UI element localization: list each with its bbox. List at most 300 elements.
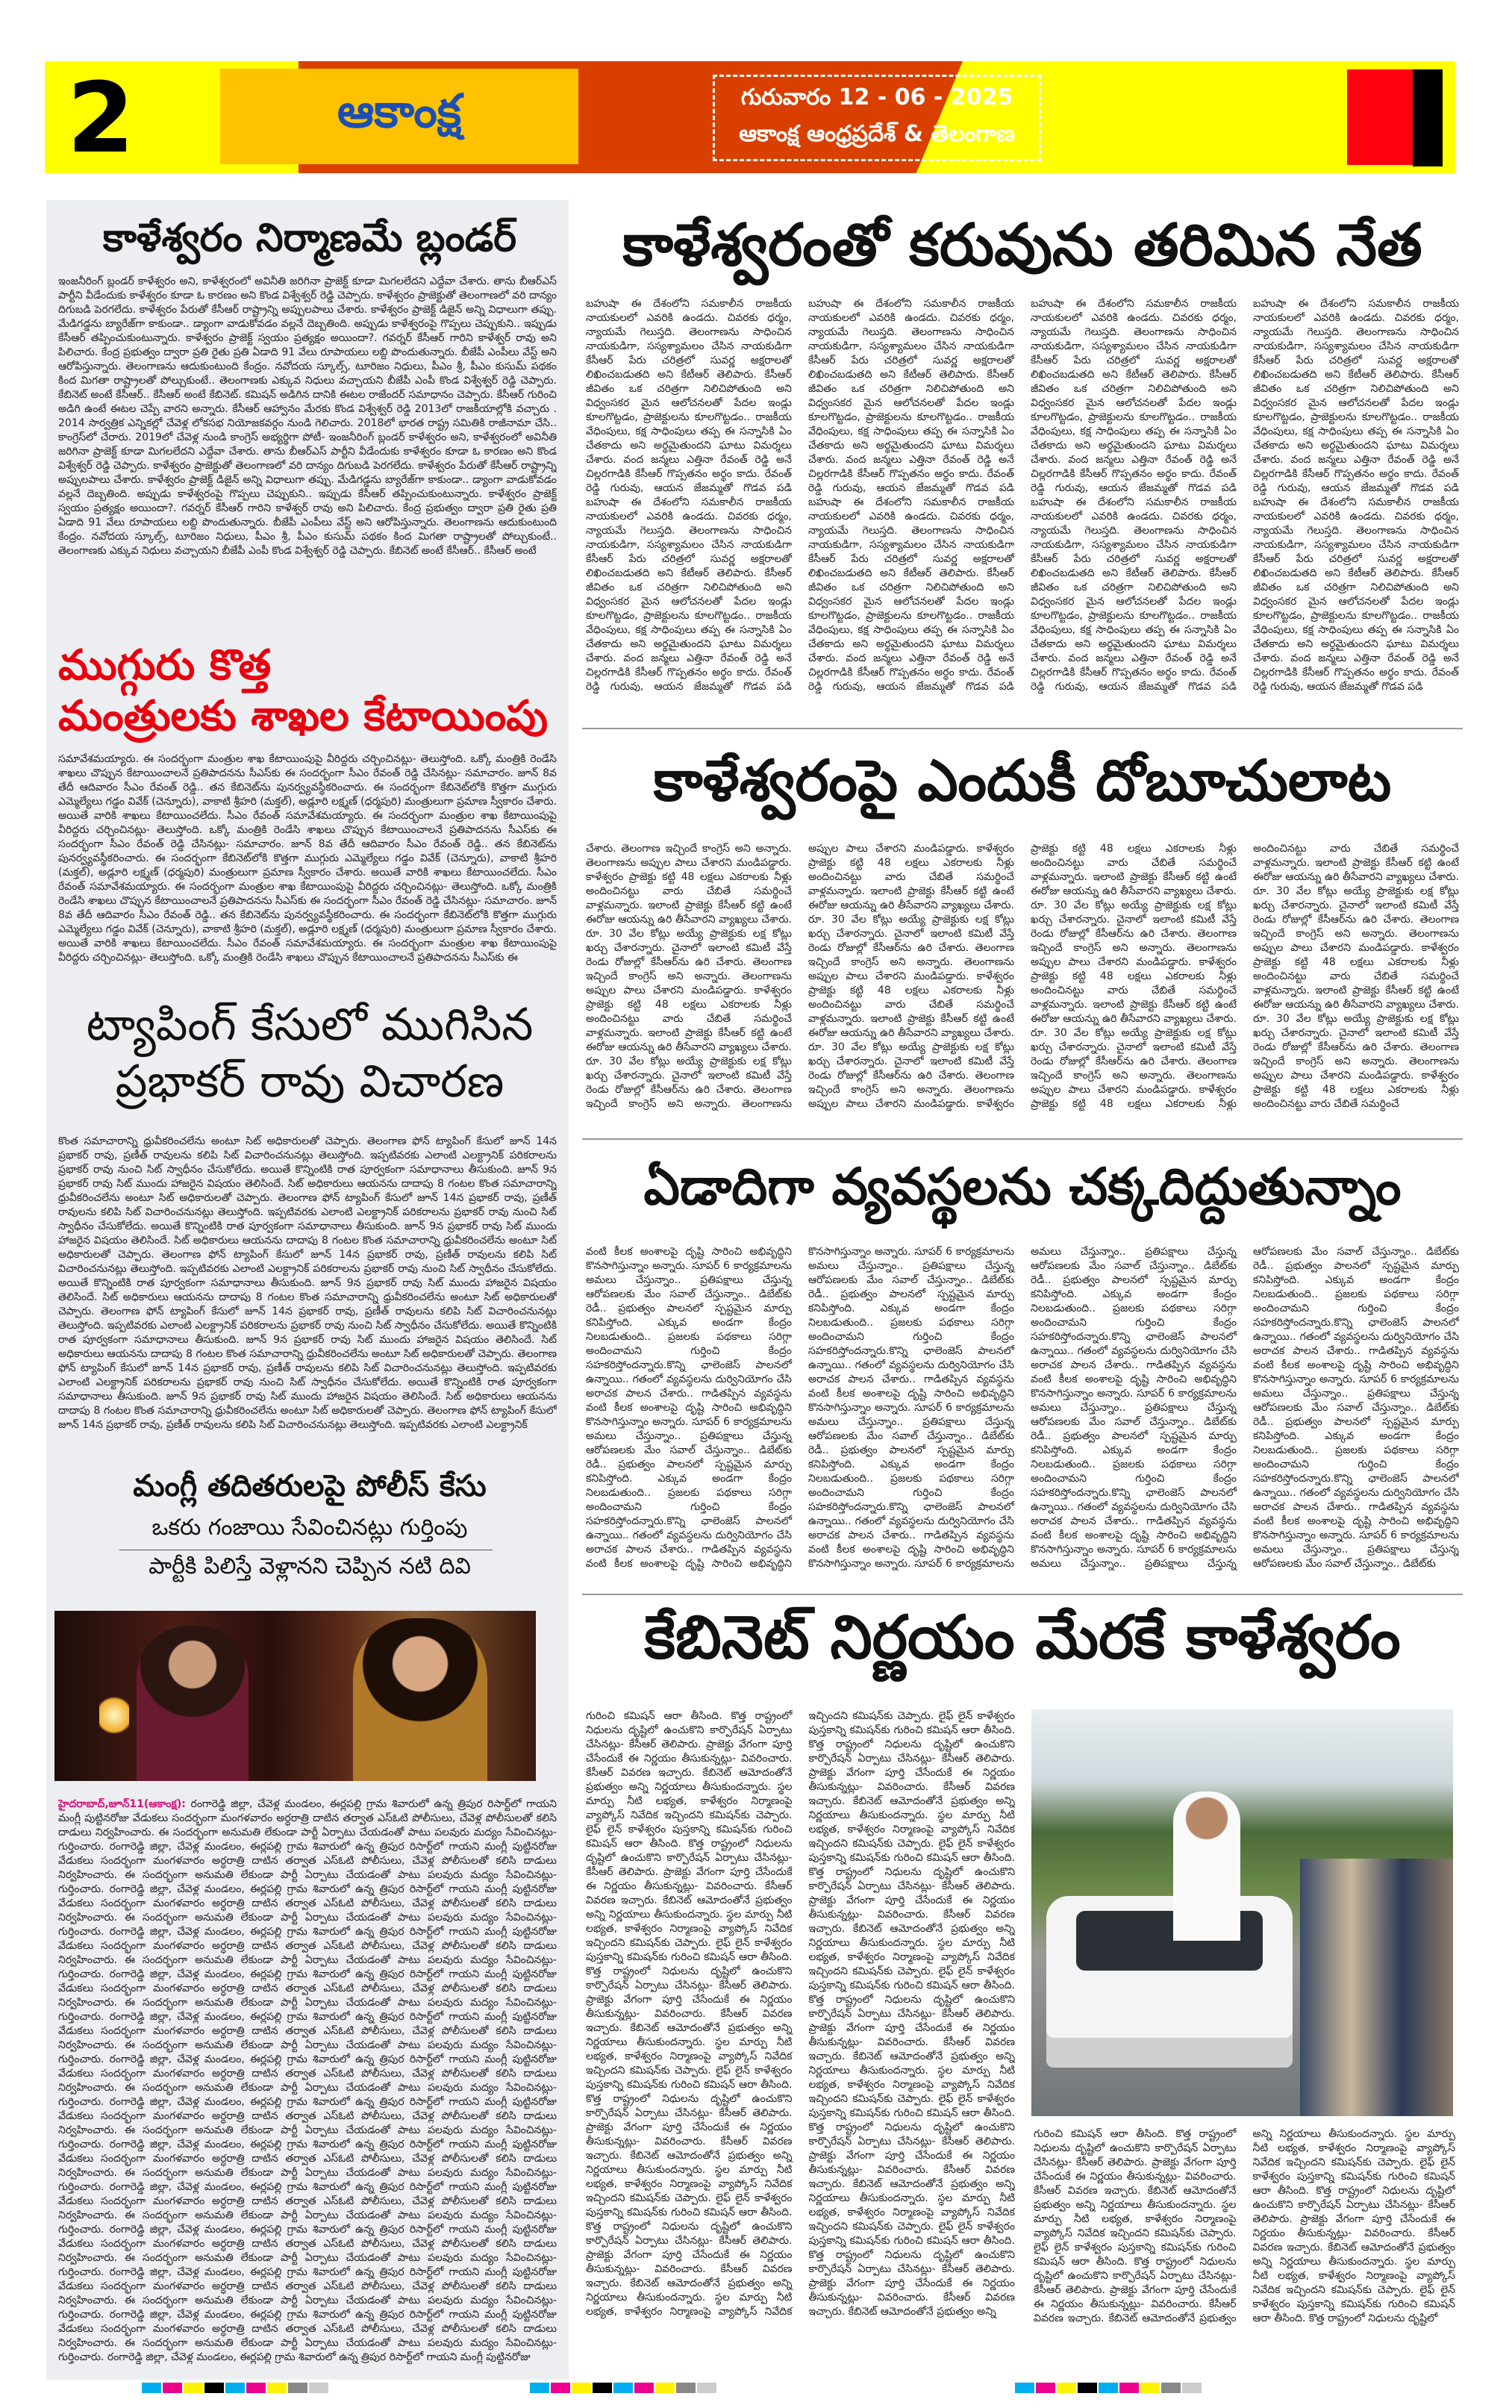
article-text-continued: గురువు, <box>1044 681 1089 693</box>
article-text-continued: కూలగొట్టడం, <box>1031 610 1083 622</box>
article-text-continued: ఎలాంటి <box>228 1263 265 1275</box>
article-text-continued: ఉంటే <box>1209 999 1237 1011</box>
article-text-continued: వంటి <box>586 1402 607 1414</box>
article-text-continued: రాజకీయ <box>1195 610 1237 622</box>
article-text-continued: ప్రణీత్ <box>163 1419 191 1431</box>
article-text-continued: ఆయన్ను <box>1059 1013 1099 1025</box>
article-text-continued: అమలు <box>586 1430 616 1442</box>
article-text-continued: సహకరిస్తోందన్నారు.కొన్ని <box>586 1515 686 1527</box>
article-text-continued: అన్ని <box>764 2150 793 2162</box>
article-text: వంటి కీలక అంశాలపై దృష్టి సారించి అభివృద్ధిని కొనసాగిస్తున్నాం అన్నారు. సూపర్ 6 కార్యక్రమాలను అమలు చేస్తున్నాం.. ప్రతిపక్షాలు చేస్తున్న ఆరోపణలకు మేం సవాల్ చేస్తున్నాం.. డిబేట్‌కు రెడీ.. ప్రభుత్వం పాలనలో స్పష్టమైన మార్పు కనిపిస్తోంది. ఎక్కువ అండగా కేంద్రం నిలబడుతుంది.. ప్రజలకు పథకాలు సరిగ్గా అందించామని గుర్తించి కేంద్రం సహకరిస్తోందన్నారు.కొన్ని ఛాలెంజెస్ పాలనలో ఉన్నాయి.. గతంలో వ్యవస్థలను దుర్వినియోగం చేసి అరాచక పాలన చేశారు.. గాడితప్పిన వ్యవస్థను <box>586 1246 792 1400</box>
article-text-continued: చేవెళ్ల <box>172 1926 199 1938</box>
article-text-continued: ఈ <box>366 938 383 949</box>
article-text-continued: ఎక్కువ <box>632 1473 687 1485</box>
article-text-continued: గ్రామ <box>271 2351 296 2363</box>
article-text-continued: ఏర్పాటు <box>297 1912 339 1924</box>
article-text-continued: అని <box>656 1098 684 1110</box>
article-text-continued: కాళేశ్వరం <box>1252 2298 1290 2310</box>
article-text-continued: తీసేవారని <box>1339 871 1383 883</box>
article-text-continued: ఖర్చు <box>1253 899 1275 911</box>
article-text-continued: వల్లనే <box>58 488 81 500</box>
article-text-continued: (మక్తల్), <box>256 923 296 935</box>
article-text-continued: కేసీఆర్ <box>1253 553 1281 565</box>
article-text-continued: తెలంగాణను <box>1398 1055 1459 1067</box>
article-text-continued: ఖర్చు <box>1031 914 1052 926</box>
article-text-continued: మద్యం <box>463 1997 499 2009</box>
article-text-continued: తెలిసిందే. <box>127 1235 171 1247</box>
article-text-continued: కమిటీ <box>961 928 993 940</box>
article-text-continued: పరికరాలను <box>309 1263 360 1275</box>
article-text-continued: వంటి <box>1031 1529 1052 1541</box>
article-text-continued: రావు <box>478 1220 502 1232</box>
article-text-continued: కేసీఆర్ <box>935 1880 969 1892</box>
article-text-continued: చరిత్రగా <box>1087 383 1134 395</box>
article-text-continued: మేం <box>857 1274 884 1286</box>
article-text-continued: సన్నాసికి <box>1179 624 1219 636</box>
article-text-continued: 48 <box>1308 1084 1336 1096</box>
article-text-continued: కమిషన్‌కు <box>846 2235 890 2247</box>
article-text-continued: మంత్రుల <box>433 810 475 822</box>
article-text-continued: చేసిన <box>926 539 957 551</box>
article-text-continued: కమిషన్‌కు <box>1334 2171 1381 2183</box>
article-text-continued: తెలంగాణను <box>1119 525 1184 537</box>
article-text-continued: వంటి <box>1031 1373 1052 1385</box>
article-text-continued: కూడా <box>116 446 145 458</box>
article-text-continued: సందర్భంగా <box>134 1954 188 1966</box>
article-text-continued: తీసుకున్నట్లు- <box>1083 2298 1145 2310</box>
article-text-continued: చివరకు <box>940 312 981 324</box>
article-text-continued: వేడుకలు <box>58 1897 94 1909</box>
article-text-continued: రంగారెడ్డి <box>104 2309 145 2321</box>
article-text-continued: ఇచ్చారు. <box>1063 2312 1105 2324</box>
article-text-continued: ధ్రువీకరించలేను <box>58 1192 120 1204</box>
article-text-continued: నిలబడుతుంది.. <box>1253 1288 1319 1300</box>
article-body <box>58 1797 557 2365</box>
article-text-continued: ప్రభాకర్ <box>449 1206 485 1218</box>
article-text-continued: రెడ్డి <box>586 681 600 693</box>
article-text-continued: నిధులను <box>872 1866 922 1878</box>
article-text-continued: కేసీఆర్ <box>713 1980 746 1991</box>
article-text-continued: వ్యవస్థలను <box>1330 1487 1379 1499</box>
article-text-continued: ఏర్పాటు <box>297 2039 339 2051</box>
article-text-continued: లిఖించబడుతది <box>1031 567 1095 579</box>
article-text-continued: అందించినట్టు <box>1031 985 1084 996</box>
article-text-continued: కలిపి <box>505 1249 534 1261</box>
article-text-continued: పుస్తకాన్ని <box>586 2206 624 2218</box>
article-text-continued: సిట్ <box>372 1320 392 1332</box>
article-text-continued: ధ్రువీకరించలేను <box>378 1291 446 1303</box>
article-text-continued: సన్నాసికి <box>1402 624 1442 636</box>
article-text-continued: అన్ని <box>987 2050 1015 2062</box>
article-text-continued: కోట్లు <box>1310 885 1337 897</box>
article-text-continued: నిర్మాణంపై <box>662 2306 711 2318</box>
article-text-continued: కేబినెట్ <box>622 2022 660 2034</box>
article-text-continued: పూర్తి <box>875 2150 905 2162</box>
article-text-continued: రంగారెడ్డి <box>104 1968 145 1980</box>
article-text-continued: కమిషన్ <box>700 2079 736 2091</box>
article-text-continued: శివారులో <box>307 2053 350 2065</box>
article-text-continued: ఈ <box>117 2209 135 2221</box>
article-text-continued: ప్రత్యక్షం <box>89 502 125 514</box>
article-text-continued: ఈ <box>841 298 864 310</box>
article-text-continued: లేకుండా <box>233 1869 274 1881</box>
article-text-continued: లైఫ్ <box>710 1937 731 1949</box>
article-text-continued: ఇచ్చిందని <box>808 1710 848 1722</box>
article-text-continued: నిర్ణయం <box>972 2022 1015 2034</box>
article-text-continued: రెడ్డి <box>1414 652 1437 664</box>
article-text-continued: తెలంగాణ <box>154 1249 202 1261</box>
article-text-continued: అరాచక <box>808 1529 840 1541</box>
article-text-continued: చేవెళ్ల <box>404 2025 434 2037</box>
article-text-continued: కాళేశ్వరం <box>149 460 191 472</box>
article-text-continued: కమిషన్‌కు <box>847 2093 893 2105</box>
article-text-continued: చేసుకోలేదు. <box>93 1220 147 1232</box>
article-text-continued: చేశారు.. <box>1096 1515 1138 1527</box>
article-text-continued: మార్పు <box>729 2292 768 2303</box>
article-text-continued: సమావేశమయ్యారు. <box>280 938 367 949</box>
article-text-continued: ప్రభుత్వం <box>421 502 463 514</box>
article-text-continued: తీసింది. <box>979 2107 1015 2119</box>
article-text-continued: అర్ధరాత్రి <box>204 1940 245 1952</box>
article-text-continued: గ్రామ <box>281 2096 307 2108</box>
article-text-continued: ఘాటు <box>710 638 746 650</box>
article-text-continued: రిసార్ట్‌లో <box>404 1968 444 1980</box>
article-text-continued: అంటూ <box>119 1192 154 1204</box>
article-text-continued: పోలీసులు, <box>354 2238 405 2250</box>
article-text-continued: ఉంటే <box>1431 857 1459 869</box>
article-text-continued: వంటి <box>1253 1515 1274 1527</box>
article-text-continued: గుర్తించారు. <box>58 1883 104 1895</box>
article-text-continued: లైన్ <box>1434 2156 1455 2168</box>
article-text-continued: ఏర్పాటు <box>297 1997 339 2009</box>
article-text-continued: ఏర్పాటు <box>297 2124 339 2136</box>
article-text-continued: మార్పు <box>741 1909 773 1921</box>
article-text-continued: వేగంగా <box>1137 2284 1171 2296</box>
article-text-continued: సరిగ్గా <box>974 1473 1014 1485</box>
article-text-continued: ముగ్గురు <box>518 909 557 921</box>
article-text-continued: చేబితే <box>905 871 954 883</box>
article-text-continued: రంగారెడ్డి <box>104 2181 145 2193</box>
article-text-continued: సమాచారాన్ని <box>154 1405 212 1417</box>
article-text-continued: ఆయన్ను <box>837 1027 877 1039</box>
article-text-continued: వారు <box>861 871 906 883</box>
article-text-continued: అని <box>1066 440 1091 452</box>
article-text-continued: ఏర్పాటు <box>297 2337 339 2349</box>
article-text-continued: పాలనలో <box>1099 1430 1149 1442</box>
article-text-continued: ఉరి <box>1134 1055 1155 1067</box>
article-text-continued: తీసుకుందన్నారు. <box>1320 2128 1398 2140</box>
article-text-continued: అప్పుల <box>808 970 839 982</box>
article-text-continued: సిట్ <box>537 1235 557 1247</box>
article-text-continued: ప్రభాకర్ <box>205 1391 241 1403</box>
color-swatch <box>163 2383 182 2393</box>
article-text-continued: వాడుకోవడం <box>502 474 557 486</box>
article-text-continued: సేవించినట్లు- <box>498 2209 557 2221</box>
article-text-continued: అధికారులు <box>58 1348 104 1360</box>
article-text-continued: కేసీఆర్ <box>928 2164 971 2176</box>
article-text-continued: మంగ్లీ <box>479 2266 507 2278</box>
article-text-continued: ఎలక్ట్రానిక్ <box>191 1320 237 1332</box>
article-text-continued: అర్థమైతుందని <box>646 638 711 650</box>
article-text-continued: దృష్టిలో <box>921 1738 963 1750</box>
article-text-continued: తెలిపారు. <box>1154 369 1202 381</box>
article-text-continued: కమిటీ <box>961 1055 993 1067</box>
article-text-continued: అక్షరాలతో <box>957 355 1014 366</box>
article-text-continued: కలిపి <box>96 1206 122 1218</box>
article-text-continued: అన్ని <box>987 1795 1015 1807</box>
article-text-continued: తెలిసిందే. <box>489 1334 535 1346</box>
article-text-continued: గతంలో <box>851 1515 886 1527</box>
article-text-continued: లైఫ్ <box>934 1965 954 1977</box>
article-text-continued: ఎస్‌ఓటి <box>316 1940 354 1952</box>
article-text-continued: ఆయన్ను <box>614 1041 655 1053</box>
article-text-continued: సరిగ్గా <box>1196 1303 1237 1314</box>
article-text-continued: గవర్నర్ <box>176 502 211 514</box>
article-text-continued: జిల్లా, <box>144 2139 172 2150</box>
article-text-continued: కేసీఆర్ <box>935 2008 969 2020</box>
article-text-continued: కాళేశ్వరం <box>746 985 792 996</box>
article-text-continued: చివరకు <box>1163 511 1203 523</box>
article-text-continued: పునర్వ్యవస్థీకరించారు. <box>280 909 375 921</box>
article-text-continued: రావు <box>227 1376 254 1388</box>
article-text-continued: ఏర్పాటు <box>297 1954 339 1966</box>
article-text-continued: అనుమతి <box>187 1954 234 1966</box>
article-text-continued: నీళ్లు <box>982 857 1014 869</box>
article-text-continued: మైన <box>1074 397 1105 409</box>
article-text-continued: రేవంత్ <box>1380 652 1415 664</box>
article-text-continued: రేవంత్ <box>1427 468 1459 480</box>
article-text-continued: శాఖలు <box>300 824 336 836</box>
article-text-continued: రెడ్డి <box>969 652 992 664</box>
article-text-continued: టూరిజం <box>169 531 210 543</box>
article-text-continued: ఇప్పటివరకు <box>395 1419 449 1431</box>
article-text-continued: ఇచ్చారు. <box>808 1923 846 1935</box>
article-text-continued: కేసీఆర్ <box>713 2235 746 2247</box>
article-text-continued: ఎంపీ <box>245 545 269 557</box>
article-text-continued: ఎస్‌ఓటి <box>316 2153 354 2165</box>
article-text-continued: చేస్తున్నాం.. <box>1060 1558 1126 1570</box>
edition-name: ఆకాంక్ష ఆంధ్రప్రదేశ్ & తెలంగాణ <box>739 120 1015 147</box>
article-text-continued: కొనసాగిస్తున్నాం <box>808 1558 872 1570</box>
article-text-continued: ఎస్‌ఓటి <box>316 2068 354 2080</box>
article-text-continued: ఉండదు. <box>895 312 941 324</box>
article-text-continued: తెలిపారు. <box>1154 567 1202 579</box>
article-text-continued: గాయని <box>443 1841 480 1853</box>
article-text-continued: రేవంత్ <box>1158 454 1193 466</box>
article-text-continued: పాటు <box>390 2082 421 2094</box>
article-text-continued: వివరించారు. <box>640 2136 706 2147</box>
article-text-continued: చేసినట్లు- <box>1379 2199 1423 2211</box>
article-text-continued: చేశారన్నారు. <box>1274 1027 1333 1039</box>
article-text-continued: అని <box>333 502 354 514</box>
article-text-continued: కొత్తగా <box>267 852 299 864</box>
article-text-continued: కార్పొరేషన్ <box>586 2235 629 2247</box>
article-text-continued: కొత్త <box>808 1866 825 1878</box>
article-text-continued: లేకుండా <box>233 1954 274 1966</box>
article-text-continued: ప్రభాకర్ <box>198 1362 234 1374</box>
article-text-continued: ఆమోదంతోనే <box>659 2150 720 2162</box>
article-text-continued: పోలీసులు, <box>354 2153 405 2165</box>
article-text-continued: కోట్లు <box>1210 899 1237 911</box>
article-text-continued: చేయడంతో <box>338 2039 391 2051</box>
article-text-continued: ప్రతిపక్షాలు <box>1125 1402 1188 1414</box>
article-text-continued: ప్రభుత్వం <box>943 1795 988 1807</box>
article-text-continued: మేం <box>635 1444 661 1456</box>
article-text-continued: మండిపడ్డారు. <box>1128 956 1192 968</box>
article-text-continued: చేయడంతో <box>338 1997 391 2009</box>
article-text-continued: సువర్ణ <box>1361 355 1402 366</box>
article-text-continued: మంగళవారం <box>146 1897 205 1909</box>
article-text-continued: ఆరోపణలకు <box>1031 1416 1081 1428</box>
article-text-continued: పాలనలో <box>1184 1331 1237 1343</box>
article-text-continued: ప్రతిపాదనను <box>414 952 470 964</box>
article-text-continued: గాయని <box>443 2224 480 2236</box>
article-text-continued: అన్ని <box>764 2277 793 2289</box>
article-text-continued: సందర్భంగా <box>93 2195 146 2207</box>
article-text-continued: అన్నారు. <box>683 970 731 982</box>
article-text-continued: చేస్తున్నాం.. <box>838 1260 904 1272</box>
article-text-continued: కలిసి <box>488 2195 516 2207</box>
article-text-continued: చేవెళ్ల <box>404 2110 434 2122</box>
article-text-continued: ఇలాంటి <box>1368 899 1407 911</box>
article-text-continued: పాలు <box>616 985 646 996</box>
article-text-continued: ప్రాజెక్టు <box>1031 1098 1058 1110</box>
article-text-continued: ఉరి <box>1356 914 1378 926</box>
article-text-continued: కేసీఆర్ <box>1031 355 1058 366</box>
article-text-continued: కేటీఆర్ <box>1340 567 1377 579</box>
article-text-continued: వేగంగా <box>836 1894 875 1906</box>
article-text-continued: ఇచ్చిందని <box>586 2192 625 2204</box>
article-text-continued: లభ్యత, <box>586 2050 618 2062</box>
article-text-continued: మంత్రులుగా <box>401 923 454 935</box>
article-text-continued: అరాచక <box>1031 1359 1063 1371</box>
article-text-continued: ఏం <box>1219 425 1237 437</box>
article-text-continued: జూన్ <box>239 1334 267 1346</box>
article-text-continued: తీసుకున్నట్లు- <box>636 1880 699 1892</box>
article-text-continued: కమిషన్‌కు <box>625 2192 670 2204</box>
article-text-continued: గ్రామ <box>281 1926 307 1938</box>
article-text-continued: కాదు. <box>1399 667 1428 679</box>
article-text-continued: చెప్పారు. <box>669 2192 711 2204</box>
article-text-continued: వారు <box>1084 857 1128 869</box>
article-text-continued: ఎక్కువ <box>1077 1444 1132 1456</box>
article-text-continued: ఆయన్ను <box>837 899 877 911</box>
article-text-continued: తెలిపారు. <box>1376 567 1424 579</box>
article-text-continued: జన్మలు <box>1088 652 1125 664</box>
article-text-continued: చేశారు. <box>1377 1041 1414 1053</box>
article-text-continued: మద్యం <box>463 2295 499 2306</box>
article-text-continued: కేసులో <box>380 1192 413 1204</box>
article-text-continued: నివేదిక <box>757 2306 793 2318</box>
article-text-continued: సన్నాసికి <box>1402 425 1442 437</box>
article-text-continued: అయిందా?. <box>125 502 177 514</box>
article-text-continued: నిధులు, <box>209 531 249 543</box>
article-text-continued: చేసి <box>1440 1331 1459 1343</box>
article-text-continued: ప్రణీత్ <box>358 1306 390 1317</box>
article-text-continued: గుర్తించి <box>1086 1317 1165 1329</box>
article-text-continued: రూ. <box>808 914 825 926</box>
article-text-continued: కేసీఆర్ <box>756 567 793 579</box>
article-text-continued: ఇలాంటి <box>1087 871 1125 883</box>
article-text-continued: ఉండదు. <box>1117 511 1163 523</box>
article-text-continued: సమాధానాలు <box>58 1391 113 1403</box>
article-text-continued: ఒక <box>1059 383 1087 395</box>
article-text-continued: వ్యవస్థలను <box>1108 1345 1157 1357</box>
article-text-continued: సాధించిన <box>1406 326 1459 338</box>
article-text-continued: వంటి <box>808 1388 829 1400</box>
article-text-continued: వేడుకలు <box>58 2110 94 2122</box>
article-text-continued: జిల్లా, <box>144 1968 172 1980</box>
article-text-continued: ఈ <box>170 881 186 893</box>
article-text-continued: శివారులో <box>307 1926 350 1938</box>
article-text-continued: పుస్తకాన్ని <box>808 1852 846 1864</box>
article-text-continued: ప్రభుత్వం <box>943 2050 988 2062</box>
article-text-continued: కేసీఆర్ <box>712 1027 746 1039</box>
article-text-continued: నుంచి <box>253 1376 284 1388</box>
article-text-continued: దుర్వినియోగం <box>1378 1331 1440 1343</box>
article-text-continued: నీళ్లు <box>1205 1098 1237 1110</box>
article-text-continued: వేల <box>1289 1013 1311 1025</box>
article-text-continued: చెప్పారు. <box>669 1937 711 1949</box>
article-text-continued: చరిత్రలో <box>1313 553 1362 565</box>
article-text-continued: ఆమోదంతోనే <box>1137 2312 1196 2324</box>
article-text-continued: గాయని <box>443 1926 480 1938</box>
article-text-continued: కూలగొట్టడం.. <box>1356 610 1418 622</box>
article-text-continued: కాళేశ్వరం <box>969 843 1014 855</box>
article-text-continued: నీటి <box>990 2192 1015 2204</box>
article-text-continued: కాంగ్రెస్ <box>617 970 657 982</box>
article-text-continued: కట్టి <box>1058 970 1086 982</box>
article-text-continued: పుస్తకాన్ని <box>808 2107 846 2119</box>
article-text-continued: తెలంగాణ <box>423 1405 466 1417</box>
article-text-continued: పార్టీ <box>273 2252 298 2264</box>
article-text-continued: శివారులో <box>295 2351 336 2363</box>
article-text-continued: వాళ్లమన్నారు. <box>1253 985 1310 996</box>
article-text-continued: దేశంలోని <box>1308 496 1357 508</box>
article-text-continued: రోజుల్లో <box>1053 1055 1090 1067</box>
article-text-continued: వేగంగా <box>1328 2213 1364 2225</box>
article-text-continued: తెలంగాణను <box>897 525 962 537</box>
article-text-continued: ఈ <box>117 2337 135 2349</box>
article-text-continued: ప్రణీత్ <box>527 1192 557 1204</box>
article-text-continued: రేవంత్ <box>1158 652 1193 664</box>
article-text-continued: ఎమ్మెల్యేలు <box>339 852 390 864</box>
article-text-continued: కొత్త <box>1309 2185 1331 2197</box>
article-text-continued: లైన్ <box>953 1965 973 1977</box>
article-text-continued: రెండు <box>1253 1041 1276 1053</box>
article-text-continued: మండిపడ్డారు. <box>1351 1070 1414 1082</box>
article-text-continued: సమాధానాలు <box>293 1220 352 1232</box>
article-text-continued: రూ. <box>1031 1027 1048 1039</box>
article-text-continued: చేశారన్నారు. <box>829 1055 888 1067</box>
article-text-continued: అర్ధరాత్రి <box>204 2238 245 2250</box>
article-text-continued: ఘాటు <box>1378 440 1413 452</box>
article-text-continued: పుట్టినరోజు <box>507 1926 557 1938</box>
article-text-continued: అనే <box>769 652 793 664</box>
article-text-continued: చెప్పారు. <box>384 1405 424 1417</box>
article-text-continued: తీసుకుందన్నారు. <box>627 2292 706 2303</box>
article-text-continued: గారిని <box>243 502 272 514</box>
article-text-continued: వ్యవస్థను <box>1190 1359 1237 1371</box>
article-text-continued: ప్రభాకర్ <box>287 1320 322 1332</box>
article-text-continued: అర్థం <box>707 667 732 679</box>
article-text-continued: కేసీఆర్ <box>1297 468 1330 480</box>
article-text-continued: నిర్వహించారు. <box>58 2295 117 2306</box>
article-text-continued: అధికారులు <box>189 1235 239 1247</box>
article-text-continued: ప్రభుత్వం <box>1051 1274 1100 1286</box>
article-text-continued: మేం <box>1302 1402 1328 1414</box>
article-text-continued: న్యాయమే <box>1031 525 1071 537</box>
